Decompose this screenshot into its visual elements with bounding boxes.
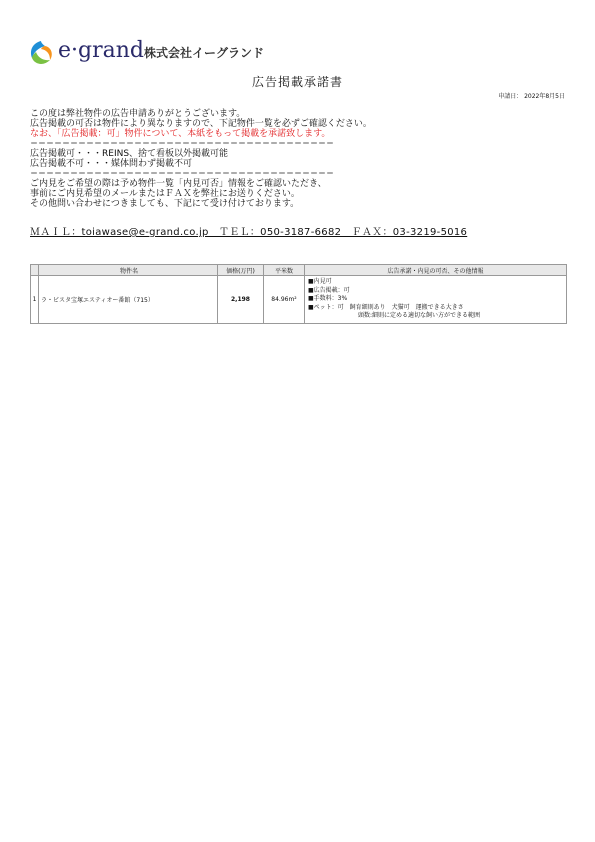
property-price: 2,198 (218, 276, 264, 324)
table-header-row (31, 265, 567, 276)
contact-info: ＭＡＩＬ：toiawase@e-grand.co.jp ＴＥＬ：050-3187-6682 ＦＡＸ：03-3219-5016 (30, 227, 468, 238)
info-line: ■ペット：可 飼育細則あり 犬猫可 運搬できる大きさ (308, 303, 464, 311)
header-info: 広告承諾・内見の可否、その他情報 (305, 265, 567, 276)
intro-line: その他問い合わせにつきましても、下記にて受け付けております。 (30, 199, 300, 209)
intro-line: 広告掲載可・・・REINS、捨て看板以外掲載可能 (30, 149, 229, 159)
property-name: ラ・ビスタ宝塚エスティオー番館（715） (39, 276, 218, 324)
property-area: 84.96m² (264, 276, 305, 324)
separator-line: ＝＝＝＝＝＝＝＝＝＝＝＝＝＝＝＝＝＝＝＝＝＝＝＝＝＝＝＝＝＝＝＝＝＝＝＝＝＝ (30, 139, 334, 148)
logo-mark-icon (28, 40, 54, 66)
intro-line: 事前にご内見希望のメールまたはＦＡＸを弊社にお送りください。 (30, 189, 300, 199)
company-name: 株式会社イーグランド (144, 46, 265, 60)
logo-wordmark: e·grand (58, 38, 144, 63)
company-logo (28, 40, 268, 68)
table-row (31, 276, 567, 324)
info-line: 頭数:細則に定める適切な飼い方ができる範囲 (358, 312, 481, 319)
header-no (31, 265, 39, 276)
property-table (30, 264, 567, 324)
info-line: ■内見可 (308, 278, 332, 285)
header-price: 価格(万円) (218, 265, 264, 276)
info-line: ■手数料：3% (308, 295, 348, 302)
document-title: 広告掲載承諾書 (251, 75, 343, 89)
row-number: 1 (31, 276, 39, 324)
application-date: 申請日： 2022年8月5日 (498, 93, 565, 100)
intro-notice-red: なお、「広告掲載：可」物件について、本紙をもって掲載を承諾致します。 (30, 129, 331, 139)
info-line: ■広告掲載：可 (308, 286, 350, 294)
header-property-name: 物件名 (39, 265, 218, 276)
property-info (305, 276, 567, 324)
header-area: 平米数 (264, 265, 305, 276)
intro-line: ご内見をご希望の際は予め物件一覧「内見可否」情報をご確認いただき、 (30, 179, 327, 189)
intro-line: 広告掲載の可否は物件により異なりますので、下記物件一覧を必ずご確認ください。 (30, 119, 372, 129)
intro-text-block (30, 109, 372, 209)
separator-line: ＝＝＝＝＝＝＝＝＝＝＝＝＝＝＝＝＝＝＝＝＝＝＝＝＝＝＝＝＝＝＝＝＝＝＝＝＝＝ (30, 169, 334, 178)
intro-line: この度は弊社物件の広告申請ありがとうございます。 (30, 109, 246, 119)
intro-line: 広告掲載不可・・・媒体問わず掲載不可 (30, 159, 193, 169)
